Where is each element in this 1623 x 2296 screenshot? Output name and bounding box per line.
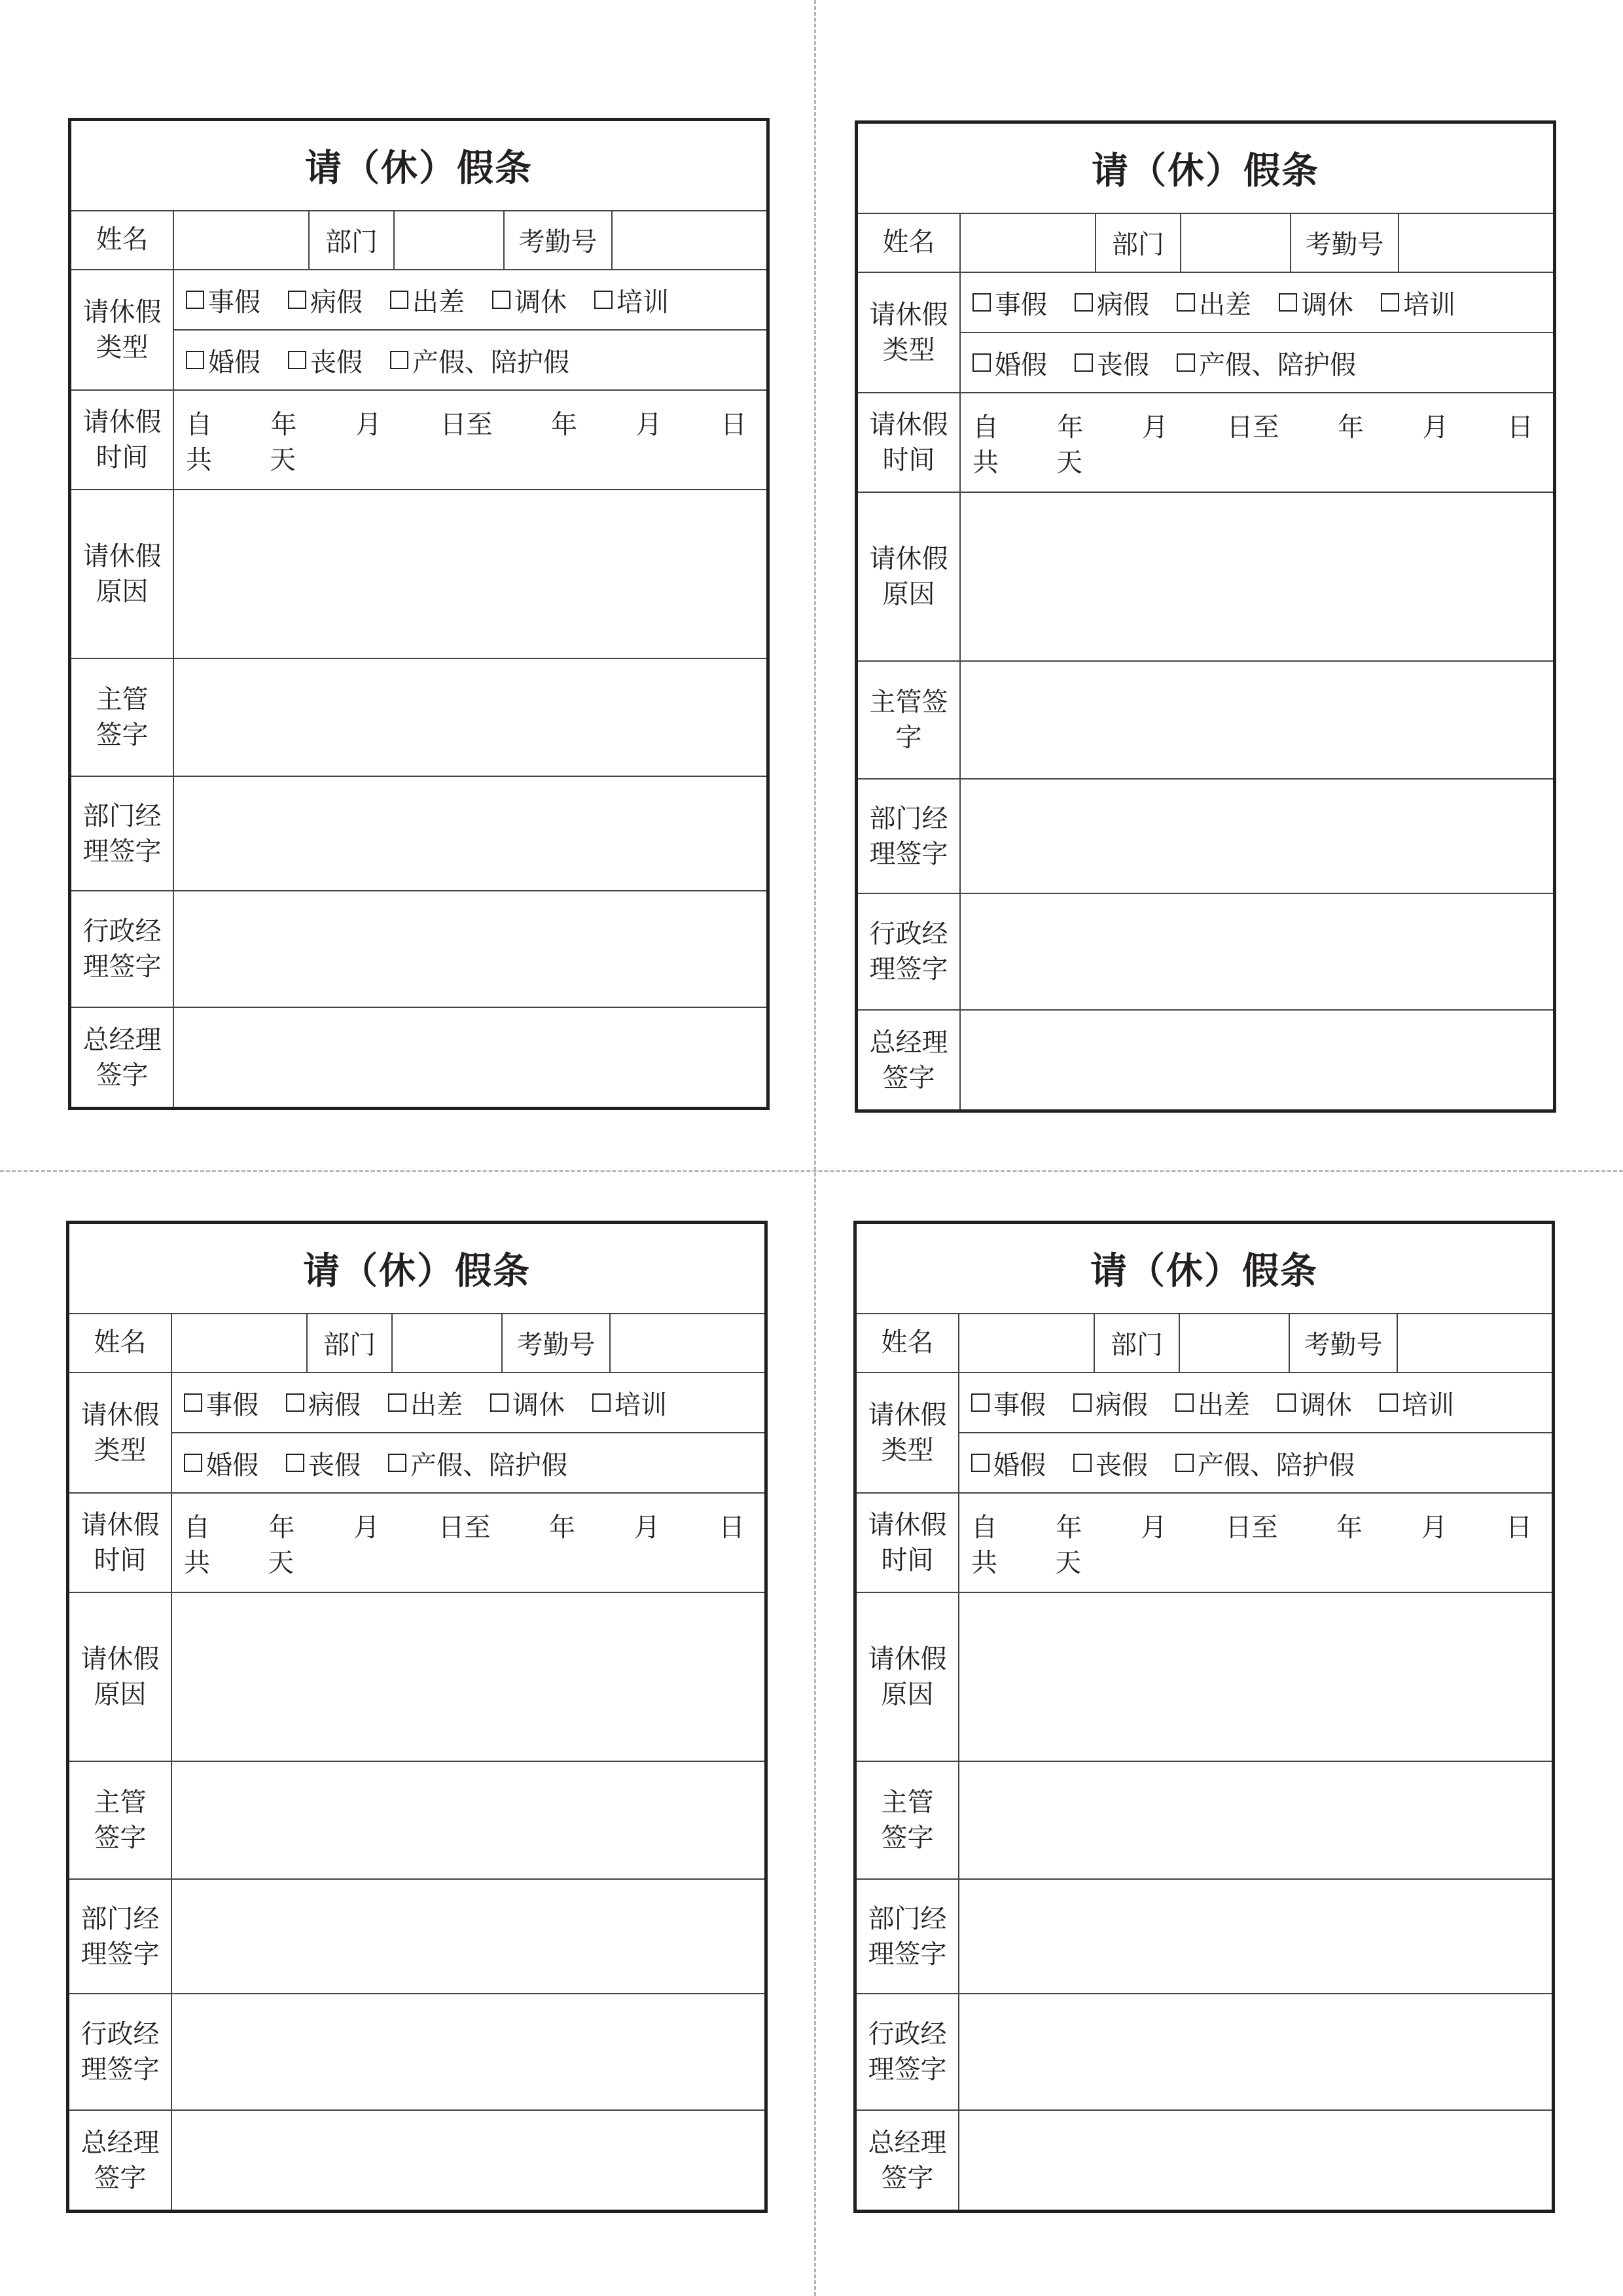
checkbox-icon[interactable] — [594, 291, 613, 309]
checkbox-icon[interactable] — [288, 351, 306, 369]
time-row — [71, 391, 766, 490]
dept-field[interactable] — [1181, 213, 1290, 272]
option-maternity-paternity-leave[interactable]: 产假、陪护假 — [1175, 1444, 1355, 1482]
checkbox-icon[interactable] — [286, 1393, 304, 1412]
dept-label: 部门 — [323, 1329, 376, 1360]
option-marriage-leave[interactable]: 婚假 — [972, 344, 1047, 382]
name-field[interactable] — [174, 210, 308, 269]
name-label: 姓名 — [857, 1313, 959, 1372]
leave-form — [68, 118, 770, 1110]
admin-manager-row — [858, 894, 1553, 1011]
leave-types-row1 — [972, 273, 1546, 332]
checkbox-icon[interactable] — [972, 293, 991, 312]
leave-types-row2 — [186, 331, 760, 389]
admin-manager-label: 行政经 理签字 — [71, 891, 174, 1007]
checkbox-icon[interactable] — [186, 351, 204, 369]
reason-label: 请休假 原因 — [858, 493, 961, 660]
admin-manager-label: 行政经 理签字 — [857, 1994, 959, 2109]
option-marriage-leave[interactable]: 婚假 — [971, 1444, 1046, 1482]
date-range[interactable]: 自 年 月 日至 年 月 日 — [184, 1513, 745, 1543]
date-range[interactable]: 自 年 月 日至 年 月 日 — [186, 410, 747, 440]
option-training[interactable]: 培训 — [594, 281, 669, 319]
dept-manager-signature-field[interactable] — [174, 777, 766, 890]
option-compensatory-leave[interactable]: 调休 — [490, 1384, 565, 1422]
checkbox-icon[interactable] — [1177, 353, 1195, 372]
general-manager-row — [858, 1011, 1553, 1109]
name-label: 姓名 — [69, 1313, 172, 1372]
checkbox-icon[interactable] — [1175, 1393, 1194, 1412]
option-training[interactable]: 培训 — [1381, 284, 1455, 321]
general-manager-label: 总经理 签字 — [858, 1011, 961, 1109]
option-training[interactable]: 培训 — [592, 1384, 667, 1422]
checkbox-icon[interactable] — [288, 291, 306, 309]
dept-manager-row — [71, 777, 766, 891]
checkbox-icon[interactable] — [1277, 1393, 1296, 1412]
checkbox-icon[interactable] — [1279, 293, 1297, 312]
attendance-label: 考勤号 — [1304, 1329, 1383, 1360]
option-personal-leave[interactable]: 事假 — [972, 284, 1047, 321]
total-days[interactable]: 共 天 — [972, 448, 1082, 478]
option-sick-leave[interactable]: 病假 — [286, 1384, 361, 1422]
option-bereavement-leave[interactable]: 丧假 — [1075, 344, 1149, 382]
date-range[interactable]: 自 年 月 日至 年 月 日 — [971, 1513, 1532, 1543]
total-days[interactable]: 共 天 — [186, 445, 296, 475]
reason-row — [858, 493, 1553, 662]
type-row — [69, 1373, 764, 1494]
checkbox-icon[interactable] — [388, 1393, 406, 1412]
option-bereavement-leave[interactable]: 丧假 — [1073, 1444, 1148, 1482]
supervisor-label: 主管 签字 — [69, 1762, 172, 1878]
name-field[interactable] — [959, 1313, 1094, 1372]
supervisor-row — [69, 1762, 764, 1880]
leave-form — [66, 1221, 768, 2213]
form-title: 请（休）假条 — [69, 1224, 764, 1314]
admin-manager-signature-field[interactable] — [174, 891, 766, 1007]
option-maternity-paternity-leave[interactable]: 产假、陪护假 — [1177, 344, 1356, 382]
name-label: 姓名 — [858, 213, 961, 272]
info-row — [857, 1313, 1552, 1373]
reason-label: 请休假 原因 — [857, 1593, 959, 1761]
checkbox-icon[interactable] — [286, 1454, 304, 1472]
reason-field[interactable] — [172, 1593, 764, 1761]
checkbox-icon[interactable] — [184, 1454, 202, 1472]
leave-types-row2 — [972, 333, 1546, 392]
supervisor-label: 主管 签字 — [71, 659, 174, 776]
attendance-field[interactable] — [1399, 213, 1553, 272]
checkbox-icon[interactable] — [1175, 1454, 1194, 1472]
type-label: 请休假 类型 — [858, 273, 961, 392]
dept-manager-label: 部门经 理签字 — [69, 1880, 172, 1993]
time-row — [69, 1494, 764, 1593]
dept-manager-label: 部门经 理签字 — [858, 780, 961, 893]
leave-form — [855, 120, 1556, 1113]
admin-manager-row — [69, 1994, 764, 2111]
total-days[interactable]: 共 天 — [184, 1548, 294, 1578]
supervisor-signature-field[interactable] — [959, 1762, 1552, 1878]
supervisor-signature-field[interactable] — [961, 662, 1553, 778]
type-label: 请休假 类型 — [71, 270, 174, 389]
type-row — [858, 273, 1553, 393]
attendance-field[interactable] — [613, 210, 766, 269]
option-business-trip[interactable]: 出差 — [1175, 1384, 1250, 1422]
supervisor-label: 主管签 字 — [858, 662, 961, 778]
attendance-label: 考勤号 — [1305, 229, 1384, 260]
option-bereavement-leave[interactable]: 丧假 — [288, 342, 363, 379]
reason-label: 请休假 原因 — [71, 490, 174, 658]
name-field[interactable] — [961, 213, 1095, 272]
general-manager-signature-field[interactable] — [961, 1011, 1553, 1109]
general-manager-row — [71, 1008, 766, 1107]
option-personal-leave[interactable]: 事假 — [184, 1384, 259, 1422]
checkbox-icon[interactable] — [184, 1393, 202, 1412]
option-sick-leave[interactable]: 病假 — [288, 281, 363, 319]
dept-field[interactable] — [393, 1313, 501, 1372]
option-personal-leave[interactable]: 事假 — [186, 281, 260, 319]
option-business-trip[interactable]: 出差 — [390, 281, 465, 319]
dept-manager-row — [857, 1880, 1552, 1994]
reason-row — [857, 1593, 1552, 1762]
dept-manager-label: 部门经 理签字 — [857, 1880, 959, 1993]
checkbox-icon[interactable] — [1381, 293, 1399, 312]
type-row — [857, 1373, 1552, 1494]
type-label: 请休假 类型 — [857, 1373, 959, 1492]
option-bereavement-leave[interactable]: 丧假 — [286, 1444, 361, 1482]
type-row — [71, 270, 766, 391]
reason-row — [71, 490, 766, 659]
dept-label: 部门 — [1112, 229, 1164, 260]
option-sick-leave[interactable]: 病假 — [1075, 284, 1149, 321]
general-manager-label: 总经理 签字 — [69, 2111, 172, 2210]
info-row — [71, 210, 766, 270]
time-label: 请休假 时间 — [69, 1494, 172, 1592]
leave-types-row1 — [186, 270, 760, 329]
checkbox-icon[interactable] — [490, 1393, 508, 1412]
reason-row — [69, 1593, 764, 1762]
checkbox-icon[interactable] — [1073, 1454, 1092, 1472]
type-label: 请休假 类型 — [69, 1373, 172, 1492]
supervisor-signature-field[interactable] — [174, 659, 766, 776]
attendance-field[interactable] — [1398, 1313, 1552, 1372]
general-manager-label: 总经理 签字 — [71, 1008, 174, 1107]
dept-manager-row — [69, 1880, 764, 1994]
dept-manager-row — [858, 780, 1553, 894]
admin-manager-label: 行政经 理签字 — [69, 1994, 172, 2109]
general-manager-label: 总经理 签字 — [857, 2111, 959, 2210]
supervisor-row — [858, 662, 1553, 780]
leave-types-row2 — [184, 1433, 758, 1492]
checkbox-icon[interactable] — [972, 353, 991, 372]
supervisor-label: 主管 签字 — [857, 1762, 959, 1878]
checkbox-icon[interactable] — [1380, 1393, 1398, 1412]
attendance-label: 考勤号 — [518, 226, 597, 257]
checkbox-icon[interactable] — [186, 291, 204, 309]
time-row — [858, 393, 1553, 493]
option-compensatory-leave[interactable]: 调休 — [492, 281, 567, 319]
info-row — [858, 213, 1553, 273]
dept-field[interactable] — [1180, 1313, 1289, 1372]
checkbox-icon[interactable] — [1177, 293, 1195, 312]
dept-label: 部门 — [1111, 1329, 1163, 1360]
form-title: 请（休）假条 — [857, 1224, 1552, 1314]
attendance-label: 考勤号 — [516, 1329, 596, 1360]
dept-manager-label: 部门经 理签字 — [71, 777, 174, 890]
checkbox-icon[interactable] — [1075, 293, 1093, 312]
supervisor-row — [71, 659, 766, 777]
form-title: 请（休）假条 — [858, 124, 1553, 214]
dept-field[interactable] — [395, 210, 503, 269]
checkbox-icon[interactable] — [390, 351, 408, 369]
dept-manager-signature-field[interactable] — [172, 1880, 764, 1993]
admin-manager-signature-field[interactable] — [961, 894, 1553, 1009]
checkbox-icon[interactable] — [492, 291, 510, 309]
form-title: 请（休）假条 — [71, 121, 766, 211]
option-compensatory-leave[interactable]: 调休 — [1277, 1384, 1352, 1422]
checkbox-icon[interactable] — [1075, 353, 1093, 372]
total-days[interactable]: 共 天 — [971, 1548, 1081, 1578]
leave-form — [853, 1221, 1555, 2213]
checkbox-icon[interactable] — [388, 1454, 406, 1472]
dept-manager-signature-field[interactable] — [959, 1880, 1552, 1993]
reason-field[interactable] — [961, 493, 1553, 660]
option-personal-leave[interactable]: 事假 — [971, 1384, 1046, 1422]
general-manager-signature-field[interactable] — [172, 2111, 764, 2210]
supervisor-row — [857, 1762, 1552, 1880]
dept-manager-signature-field[interactable] — [961, 780, 1553, 893]
time-label: 请休假 时间 — [858, 393, 961, 492]
option-business-trip[interactable]: 出差 — [1177, 284, 1251, 321]
option-maternity-paternity-leave[interactable]: 产假、陪护假 — [390, 342, 569, 379]
reason-field[interactable] — [959, 1593, 1552, 1761]
leave-types-row1 — [184, 1373, 758, 1432]
checkbox-icon[interactable] — [390, 291, 408, 309]
leave-types-row2 — [971, 1433, 1545, 1492]
general-manager-signature-field[interactable] — [174, 1008, 766, 1107]
option-maternity-paternity-leave[interactable]: 产假、陪护假 — [388, 1444, 567, 1482]
option-marriage-leave[interactable]: 婚假 — [186, 342, 260, 379]
option-compensatory-leave[interactable]: 调休 — [1279, 284, 1353, 321]
option-marriage-leave[interactable]: 婚假 — [184, 1444, 259, 1482]
leave-types-row1 — [971, 1373, 1545, 1432]
option-training[interactable]: 培训 — [1380, 1384, 1454, 1422]
general-manager-signature-field[interactable] — [959, 2111, 1552, 2210]
general-manager-row — [69, 2111, 764, 2210]
info-row — [69, 1313, 764, 1373]
checkbox-icon[interactable] — [971, 1454, 990, 1472]
option-business-trip[interactable]: 出差 — [388, 1384, 463, 1422]
admin-manager-signature-field[interactable] — [959, 1994, 1552, 2109]
admin-manager-label: 行政经 理签字 — [858, 894, 961, 1009]
reason-label: 请休假 原因 — [69, 1593, 172, 1761]
checkbox-icon[interactable] — [1073, 1393, 1092, 1412]
name-field[interactable] — [172, 1313, 306, 1372]
checkbox-icon[interactable] — [971, 1393, 990, 1412]
name-label: 姓名 — [71, 210, 174, 269]
date-range[interactable]: 自 年 月 日至 年 月 日 — [972, 412, 1533, 442]
time-label: 请休假 时间 — [71, 391, 174, 489]
reason-field[interactable] — [174, 490, 766, 658]
dept-label: 部门 — [325, 226, 378, 257]
option-sick-leave[interactable]: 病假 — [1073, 1384, 1148, 1422]
supervisor-signature-field[interactable] — [172, 1762, 764, 1878]
time-label: 请休假 时间 — [857, 1494, 959, 1592]
checkbox-icon[interactable] — [592, 1393, 611, 1412]
vertical-cut-line — [814, 0, 816, 2296]
admin-manager-row — [857, 1994, 1552, 2111]
general-manager-row — [857, 2111, 1552, 2210]
attendance-field[interactable] — [611, 1313, 764, 1372]
admin-manager-row — [71, 891, 766, 1008]
time-row — [857, 1494, 1552, 1593]
horizontal-cut-line — [0, 1170, 1623, 1172]
admin-manager-signature-field[interactable] — [172, 1994, 764, 2109]
